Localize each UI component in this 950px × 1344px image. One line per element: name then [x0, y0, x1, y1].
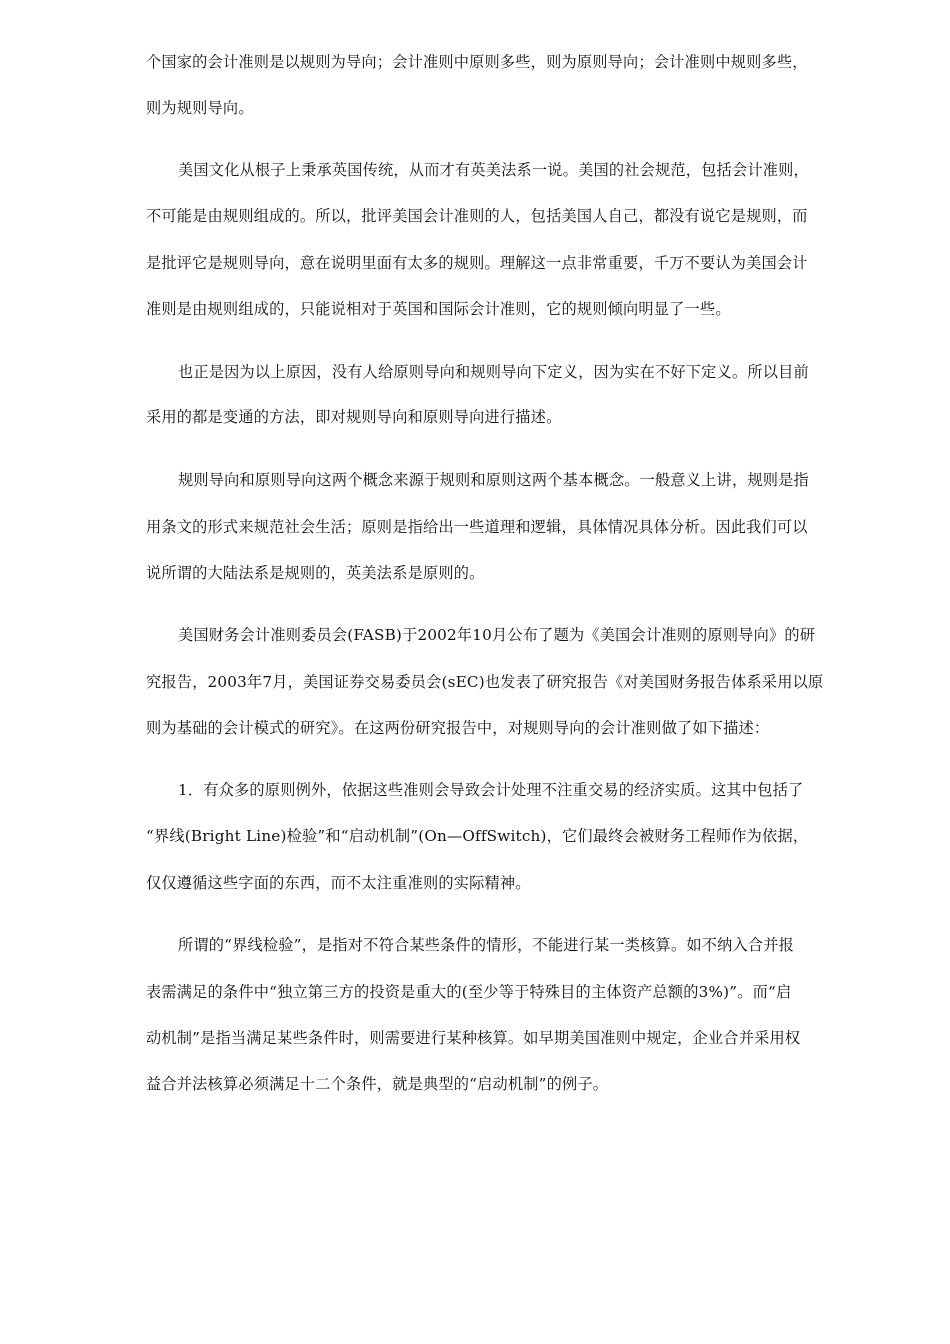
text-line: 仅仅遵循这些字面的东西，而不太注重准则的实际精神。 [146, 874, 531, 892]
text-line: 所谓的“界线检验”，是指对不符合某些条件的情形，不能进行某一类核算。如不纳入合并报 [178, 936, 795, 954]
text-line: 采用的都是变通的方法，即对规则导向和原则导向进行描述。 [146, 408, 562, 426]
text-line: 说所谓的大陆法系是规则的，英美法系是原则的。 [146, 564, 485, 582]
text-line: 1．有众多的原则例外，依据这些准则会导致会计处理不注重交易的经济实质。这其中包括了 [178, 781, 804, 799]
text-line: 是批评它是规则导向，意在说明里面有太多的规则。理解这一点非常重要，千万不要认为美国会计 [146, 254, 808, 272]
text-line: “界线(Bright Line)检验”和“启动机制”(On—OffSwitch)，它们最终会被财务工程师作为依据， [146, 827, 809, 845]
text-line: 规则导向和原则导向这两个概念来源于规则和原则这两个基本概念。一般意义上讲，规则是指 [178, 471, 809, 489]
text-line: 则为基础的会计模式的研究》。在这两份研究报告中，对规则导向的会计准则做了如下描述： [146, 719, 770, 737]
text-line: 也正是因为以上原因，没有人给原则导向和规则导向下定义，因为实在不好下定义。所以目前 [178, 363, 809, 381]
text-line: 动机制”是指当满足某些条件时，则需要进行某种核算。如早期美国准则中规定，企业合并采用权 [146, 1029, 801, 1047]
text-line: 用条文的形式来规范社会生活；原则是指给出一些道理和逻辑，具体情况具体分析。因此我们可以 [146, 518, 808, 536]
text-line: 则为规则导向。 [146, 99, 254, 117]
text-line: 美国文化从根子上秉承英国传统，从而才有英美法系一说。美国的社会规范，包括会计准则， [178, 161, 809, 179]
text-line: 个国家的会计准则是以规则为导向；会计准则中原则多些，则为原则导向；会计准则中规则多些， [146, 53, 808, 71]
text-line: 美国财务会计准则委员会(FASB)于2002年10月公布了题为《美国会计准则的原则导向》的研 [178, 626, 816, 644]
text-line: 究报告，2003年7月，美国证券交易委员会(sEC)也发表了研究报告《对美国财务报告体系采用以原 [146, 673, 824, 691]
text-line: 益合并法核算必须满足十二个条件，就是典型的“启动机制”的例子。 [146, 1075, 609, 1093]
text-line: 表需满足的条件中“独立第三方的投资是重大的(至少等于特殊目的主体资产总额的3%)”。而“启 [146, 983, 792, 1001]
text-line: 不可能是由规则组成的。所以，批评美国会计准则的人，包括美国人自己，都没有说它是规则，而 [146, 207, 808, 225]
text-line: 准则是由规则组成的，只能说相对于英国和国际会计准则，它的规则倾向明显了一些。 [146, 300, 731, 318]
